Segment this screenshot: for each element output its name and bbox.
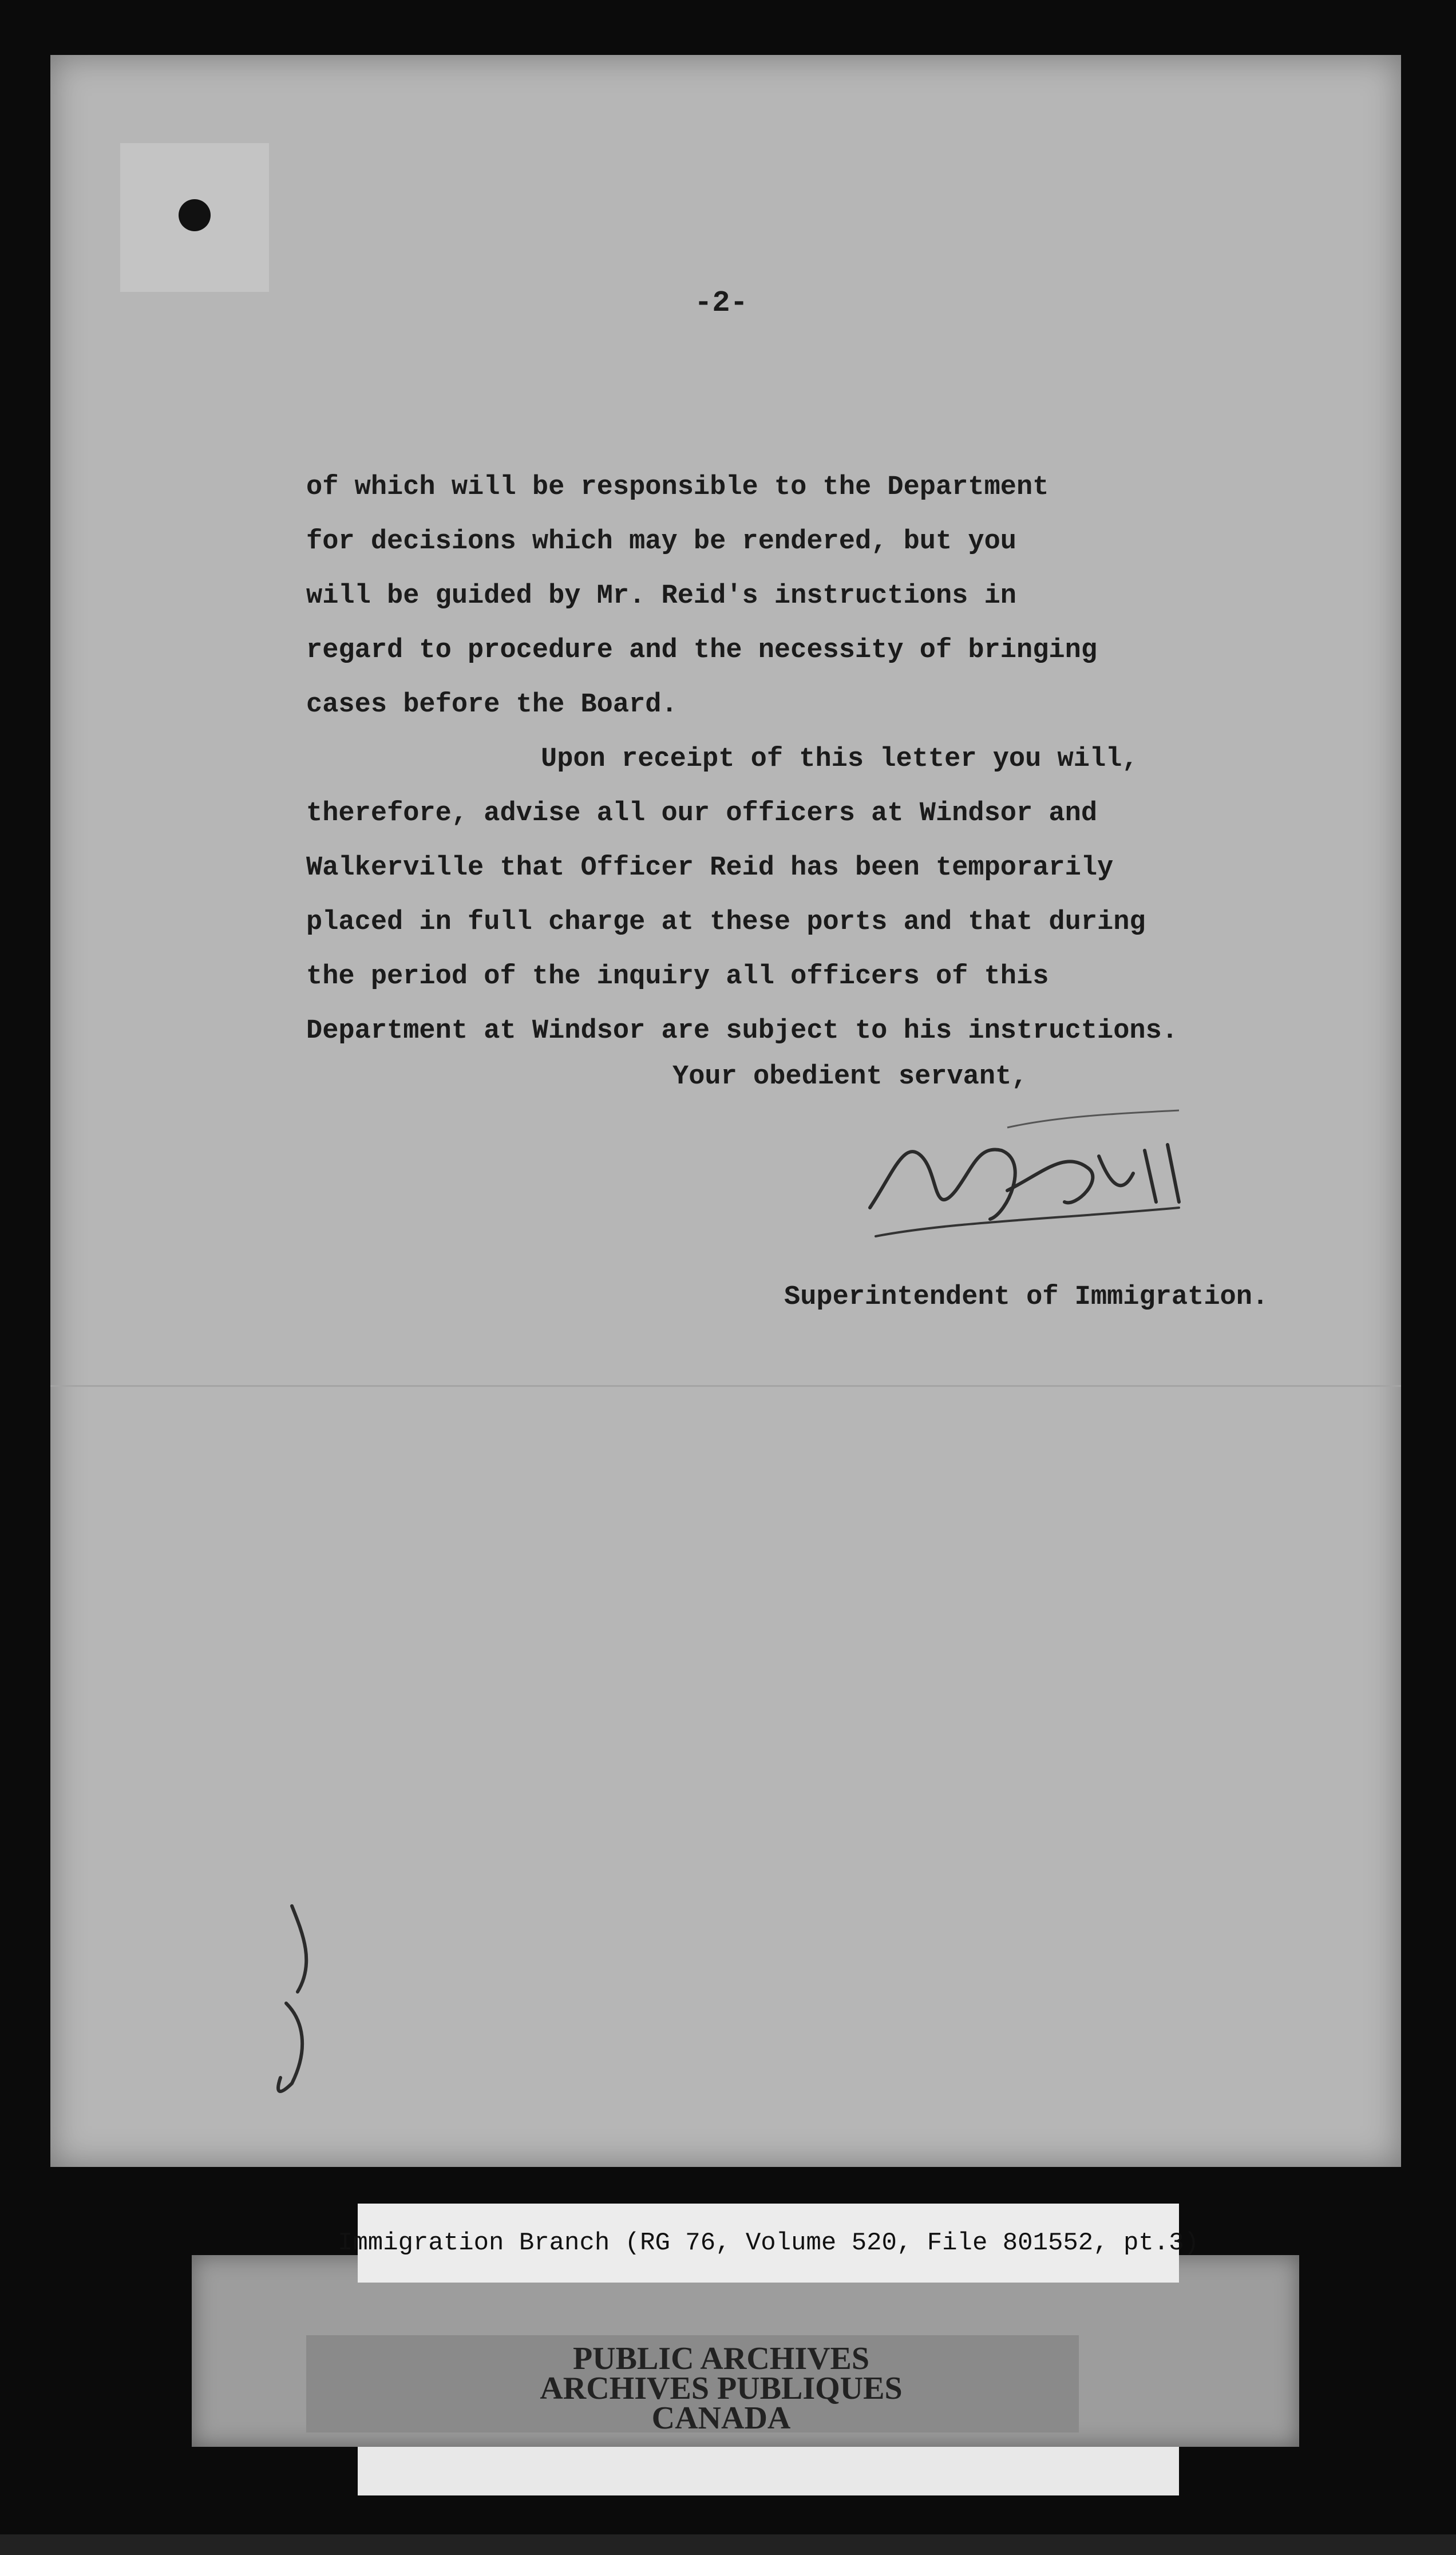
margin-handwriting xyxy=(240,1889,355,2106)
page-fold-line xyxy=(50,1385,1401,1387)
body-line-6: Upon receipt of this letter you will, xyxy=(541,744,1138,774)
body-line-11: Department at Windsor are subject to his instructions. xyxy=(306,1016,1178,1046)
archive-label-bottom xyxy=(358,2447,1179,2495)
body-line-3: will be guided by Mr. Reid's instructions in xyxy=(306,581,1017,611)
body-line-9: placed in full charge at these ports and that during xyxy=(306,907,1146,938)
body-line-4: regard to procedure and the necessity of bringing xyxy=(306,635,1098,666)
archive-reference-text: Immigration Branch (RG 76, Volume 520, File 801552, pt.3) xyxy=(337,2229,1200,2257)
archive-reference-label xyxy=(337,2204,1200,2283)
archive-stamp-line-1: PUBLIC ARCHIVES xyxy=(572,2341,870,2376)
body-line-1: of which will be responsible to the Department xyxy=(306,472,1049,503)
punch-hole xyxy=(179,199,211,231)
archive-stamp-line-3: CANADA xyxy=(651,2400,791,2436)
body-line-8: Walkerville that Officer Reid has been temporarily xyxy=(306,853,1114,883)
body-line-5: cases before the Board. xyxy=(306,690,678,720)
film-edge-strip xyxy=(0,2534,1456,2555)
body-line-10: the period of the inquiry all officers of this xyxy=(306,962,1049,992)
archive-stamp xyxy=(486,2341,956,2436)
body-line-2: for decisions which may be rendered, but you xyxy=(306,527,1017,557)
handwritten-signature xyxy=(858,1105,1202,1265)
page-number: -2- xyxy=(694,286,748,320)
signatory-title: Superintendent of Immigration. xyxy=(784,1282,1269,1312)
body-line-7: therefore, advise all our officers at Windsor and xyxy=(306,798,1098,829)
closing-salutation: Your obedient servant, xyxy=(672,1062,1028,1092)
archive-stamp-line-2: ARCHIVES PUBLIQUES xyxy=(540,2371,903,2406)
